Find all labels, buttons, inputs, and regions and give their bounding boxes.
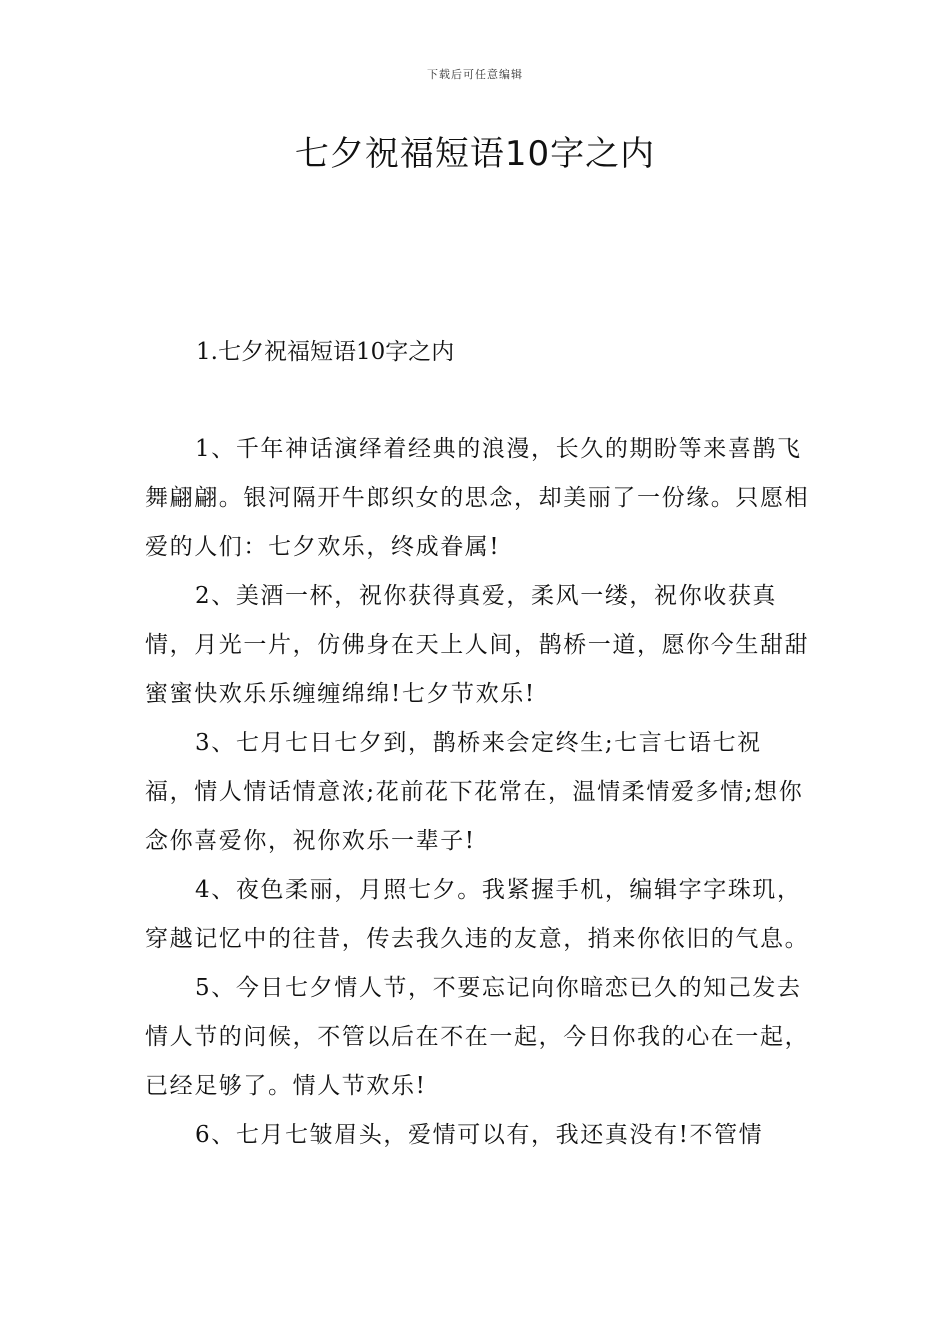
paragraph-6: 6、七月七皱眉头，爱情可以有，我还真没有!不管情 [195,1122,764,1148]
paragraph-4: 4、夜色柔丽，月照七夕。我紧握手机，编辑字字珠玑，穿越记忆中的往昔，传去我久违的友意，捎来你依旧的气息。 [145,877,810,952]
document-title: 七夕祝福短语10字之内 [294,134,656,174]
section-heading: 1.七夕祝福短语10字之内 [196,339,455,365]
paragraph-5: 5、今日七夕情人节，不要忘记向你暗恋已久的知己发去情人节的问候，不管以后在不在一起，今日你我的心在一起，已经足够了。情人节欢乐! [145,975,810,1099]
document-body [145,425,810,1160]
paragraph-3: 3、七月七日七夕到，鹊桥来会定终生;七言七语七祝福，情人情话情意浓;花前花下花常在，温情柔情爱多情;想你念你喜爱你，祝你欢乐一辈子! [145,730,804,854]
paragraph-2: 2、美酒一杯，祝你获得真爱，柔风一缕，祝你收获真情，月光一片，仿佛身在天上人间，鹊桥一道，愿你今生甜甜蜜蜜快欢乐乐缠缠绵绵!七夕节欢乐! [145,583,810,707]
paragraph-1: 1、千年神话演绎着经典的浪漫，长久的期盼等来喜鹊飞舞翩翩。银河隔开牛郎织女的思念，却美丽了一份缘。只愿相爱的人们：七夕欢乐，终成眷属! [145,436,810,560]
header-note: 下载后可任意编辑 [427,68,523,81]
